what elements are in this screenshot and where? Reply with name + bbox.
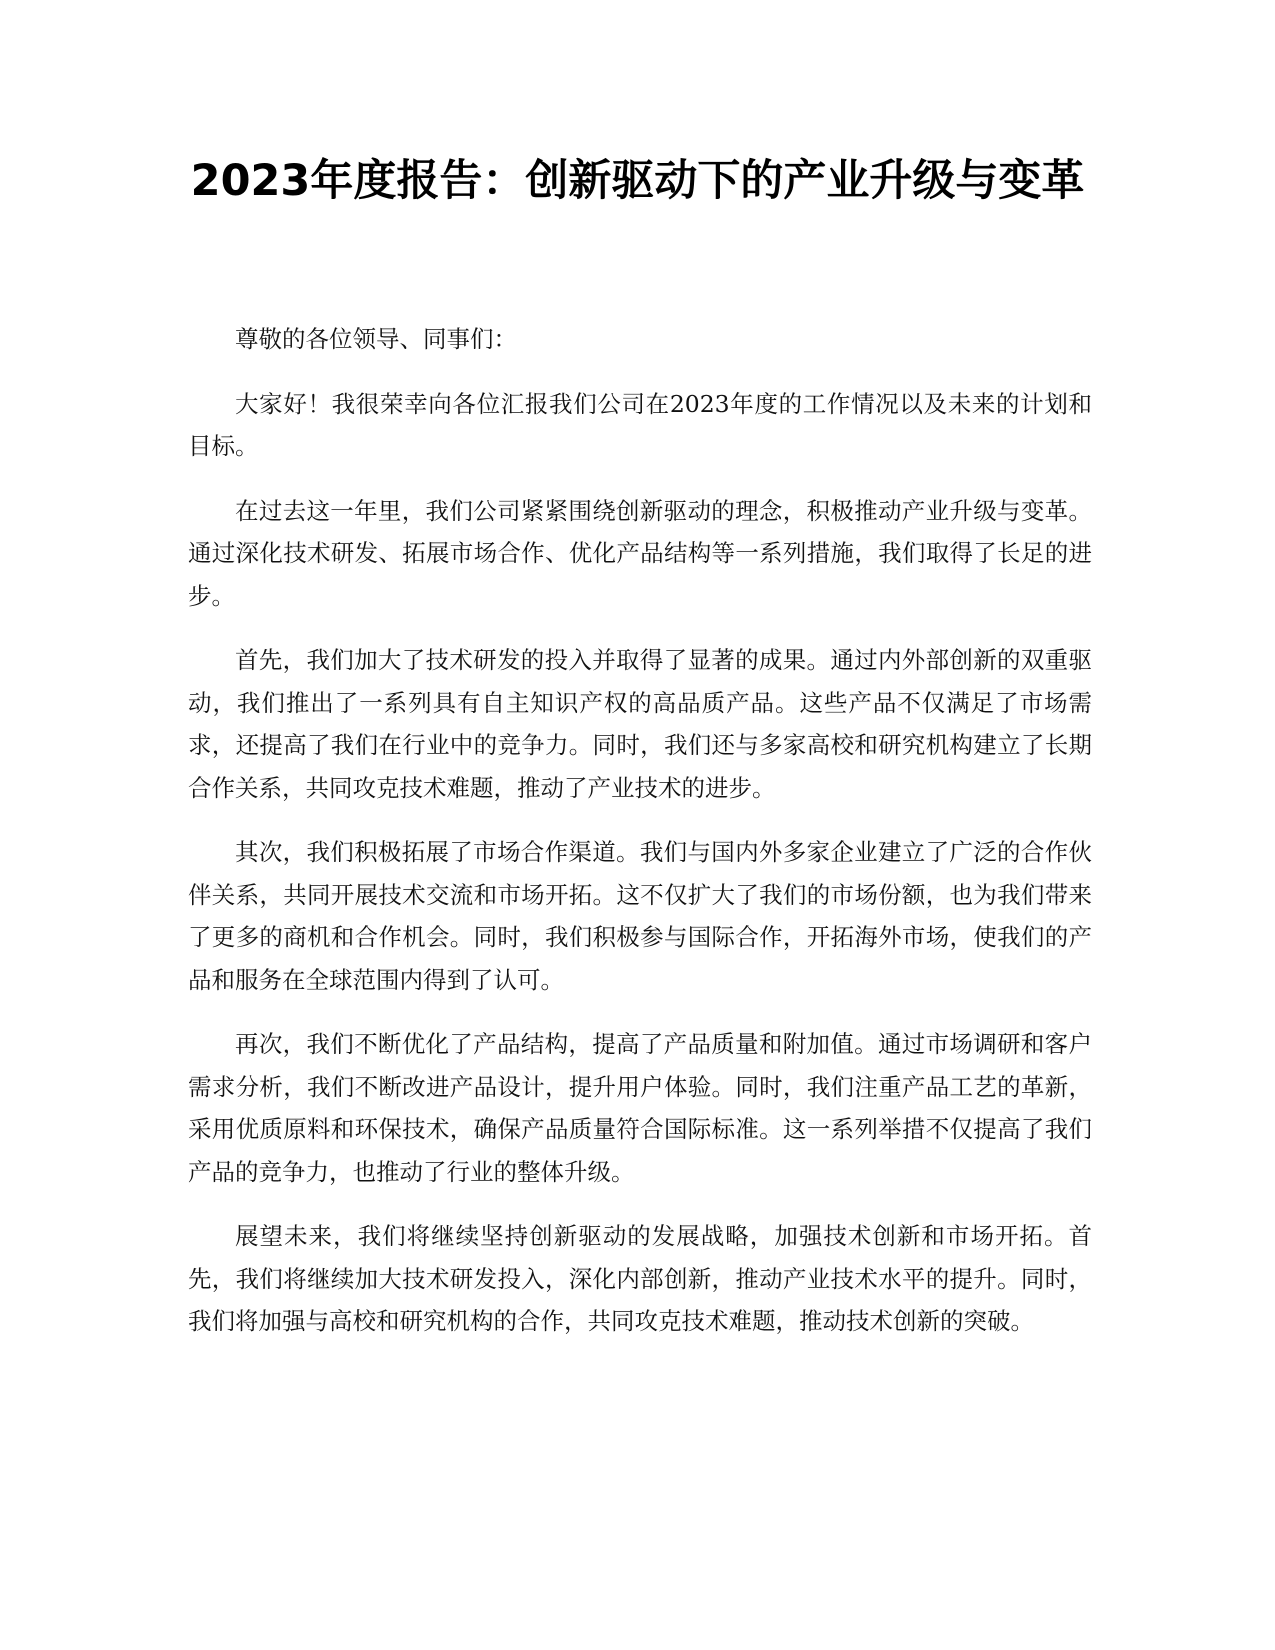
document-title: 2023年度报告：创新驱动下的产业升级与变革 bbox=[190, 156, 1085, 206]
outlook-paragraph: 展望未来，我们将继续坚持创新驱动的发展战略，加强技术创新和市场开拓。首先，我们将继续加大技术研发投入，深化内部创新，推动产业技术水平的提升。同时，我们将加强与高校和研究机构的合作，共同攻克技术难题，推动技术创新的突破。 bbox=[188, 1222, 1092, 1335]
greeting-paragraph: 大家好！我很荣幸向各位汇报我们公司在2023年度的工作情况以及未来的计划和目标。 bbox=[188, 389, 1092, 460]
overview-paragraph: 在过去这一年里，我们公司紧紧围绕创新驱动的理念，积极推动产业升级与变革。通过深化技术研发、拓展市场合作、优化产品结构等一系列措施，我们取得了长足的进步。 bbox=[188, 496, 1092, 610]
salutation-paragraph: 尊敬的各位领导、同事们： bbox=[235, 325, 517, 353]
product-paragraph: 再次，我们不断优化了产品结构，提高了产品质量和附加值。通过市场调研和客户需求分析，我们不断改进产品设计，提升用户体验。同时，我们注重产品工艺的革新，采用优质原料和环保技术，确保产品质量符合国际标准。这一系列举措不仅提高了我们产品的竞争力，也推动了行业的整体升级。 bbox=[188, 1030, 1092, 1186]
document-body bbox=[188, 318, 1092, 1365]
market-paragraph: 其次，我们积极拓展了市场合作渠道。我们与国内外多家企业建立了广泛的合作伙伴关系，共同开展技术交流和市场开拓。这不仅扩大了我们的市场份额，也为我们带来了更多的商机和合作机会。同时，我们积极参与国际合作，开拓海外市场，使我们的产品和服务在全球范围内得到了认可。 bbox=[188, 838, 1092, 994]
rnd-paragraph: 首先，我们加大了技术研发的投入并取得了显著的成果。通过内外部创新的双重驱动，我们推出了一系列具有自主知识产权的高品质产品。这些产品不仅满足了市场需求，还提高了我们在行业中的竞争力。同时，我们还与多家高校和研究机构建立了长期合作关系，共同攻克技术难题，推动了产业技术的进步。 bbox=[188, 646, 1092, 802]
